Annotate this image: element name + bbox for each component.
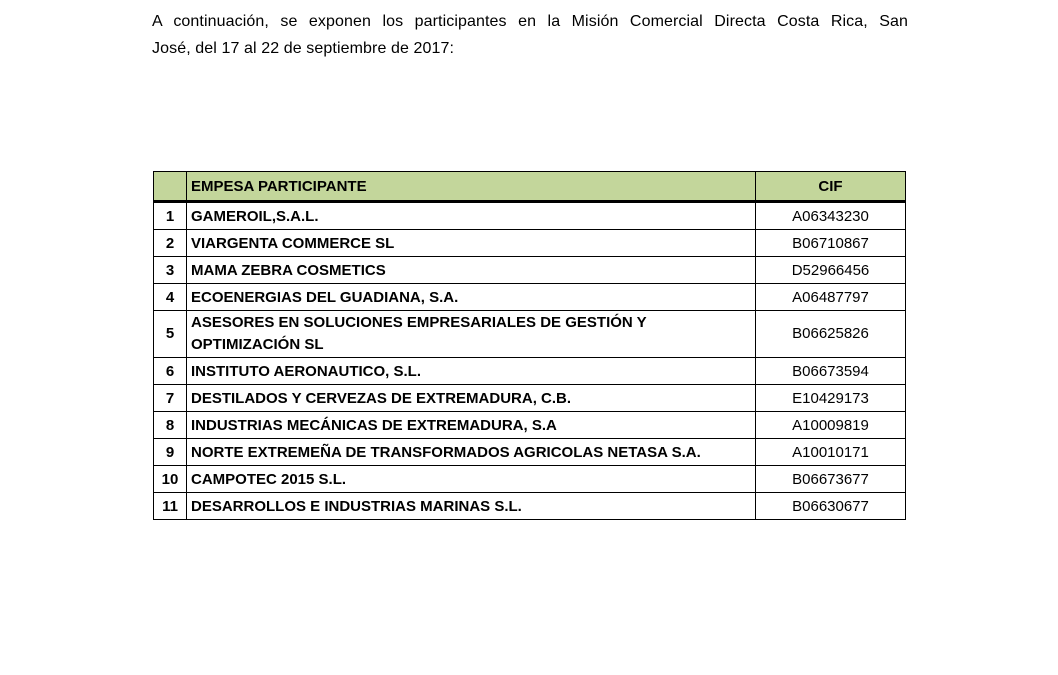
table-row [154, 493, 906, 520]
intro-line-1: A continuación, se exponen los participantes en la Misión Comercial Directa Costa Rica, San [152, 13, 908, 30]
table-row [154, 358, 906, 385]
row-number: 3 [154, 257, 187, 284]
header-company: EMPESA PARTICIPANTE [187, 172, 756, 202]
row-company: INSTITUTO AERONAUTICO, S.L. [187, 358, 756, 385]
row-number: 10 [154, 466, 187, 493]
header-cif: CIF [756, 172, 906, 202]
table-row [154, 284, 906, 311]
row-company: DESTILADOS Y CERVEZAS DE EXTREMADURA, C.B. [187, 385, 756, 412]
row-number: 4 [154, 284, 187, 311]
row-number: 1 [154, 202, 187, 230]
row-company: CAMPOTEC 2015 S.L. [187, 466, 756, 493]
row-number: 7 [154, 385, 187, 412]
row-cif: B06710867 [756, 230, 906, 257]
row-cif: B06625826 [756, 311, 906, 358]
table-row [154, 466, 906, 493]
row-cif: A06487797 [756, 284, 906, 311]
row-company: ECOENERGIAS DEL GUADIANA, S.A. [187, 284, 756, 311]
row-number: 11 [154, 493, 187, 520]
table-row [154, 412, 906, 439]
table-header-row [154, 172, 906, 202]
table-row [154, 202, 906, 230]
row-cif: A10009819 [756, 412, 906, 439]
row-company: GAMEROIL,S.A.L. [187, 202, 756, 230]
row-company: MAMA ZEBRA COSMETICS [187, 257, 756, 284]
table-row [154, 311, 906, 358]
row-company: DESARROLLOS E INDUSTRIAS MARINAS S.L. [187, 493, 756, 520]
row-company: VIARGENTA COMMERCE SL [187, 230, 756, 257]
row-cif: B06673594 [756, 358, 906, 385]
row-company: NORTE EXTREMEÑA DE TRANSFORMADOS AGRICOLAS NETASA S.A. [187, 439, 756, 466]
row-cif: E10429173 [756, 385, 906, 412]
row-number: 9 [154, 439, 187, 466]
row-cif: B06630677 [756, 493, 906, 520]
row-number: 2 [154, 230, 187, 257]
row-cif: A10010171 [756, 439, 906, 466]
row-number: 5 [154, 311, 187, 358]
row-number: 6 [154, 358, 187, 385]
table-row [154, 230, 906, 257]
row-cif: D52966456 [756, 257, 906, 284]
row-cif: A06343230 [756, 202, 906, 230]
table-row [154, 257, 906, 284]
row-company: ASESORES EN SOLUCIONES EMPRESARIALES DE GESTIÓN Y OPTIMIZACIÓN SL [187, 311, 756, 358]
table-row [154, 439, 906, 466]
intro-line-2: José, del 17 al 22 de septiembre de 2017: [152, 40, 455, 57]
header-number [154, 172, 187, 202]
participants-table [153, 171, 906, 520]
row-number: 8 [154, 412, 187, 439]
intro-paragraph [152, 8, 908, 62]
row-cif: B06673677 [756, 466, 906, 493]
table-row [154, 385, 906, 412]
row-company: INDUSTRIAS MECÁNICAS DE EXTREMADURA, S.A [187, 412, 756, 439]
